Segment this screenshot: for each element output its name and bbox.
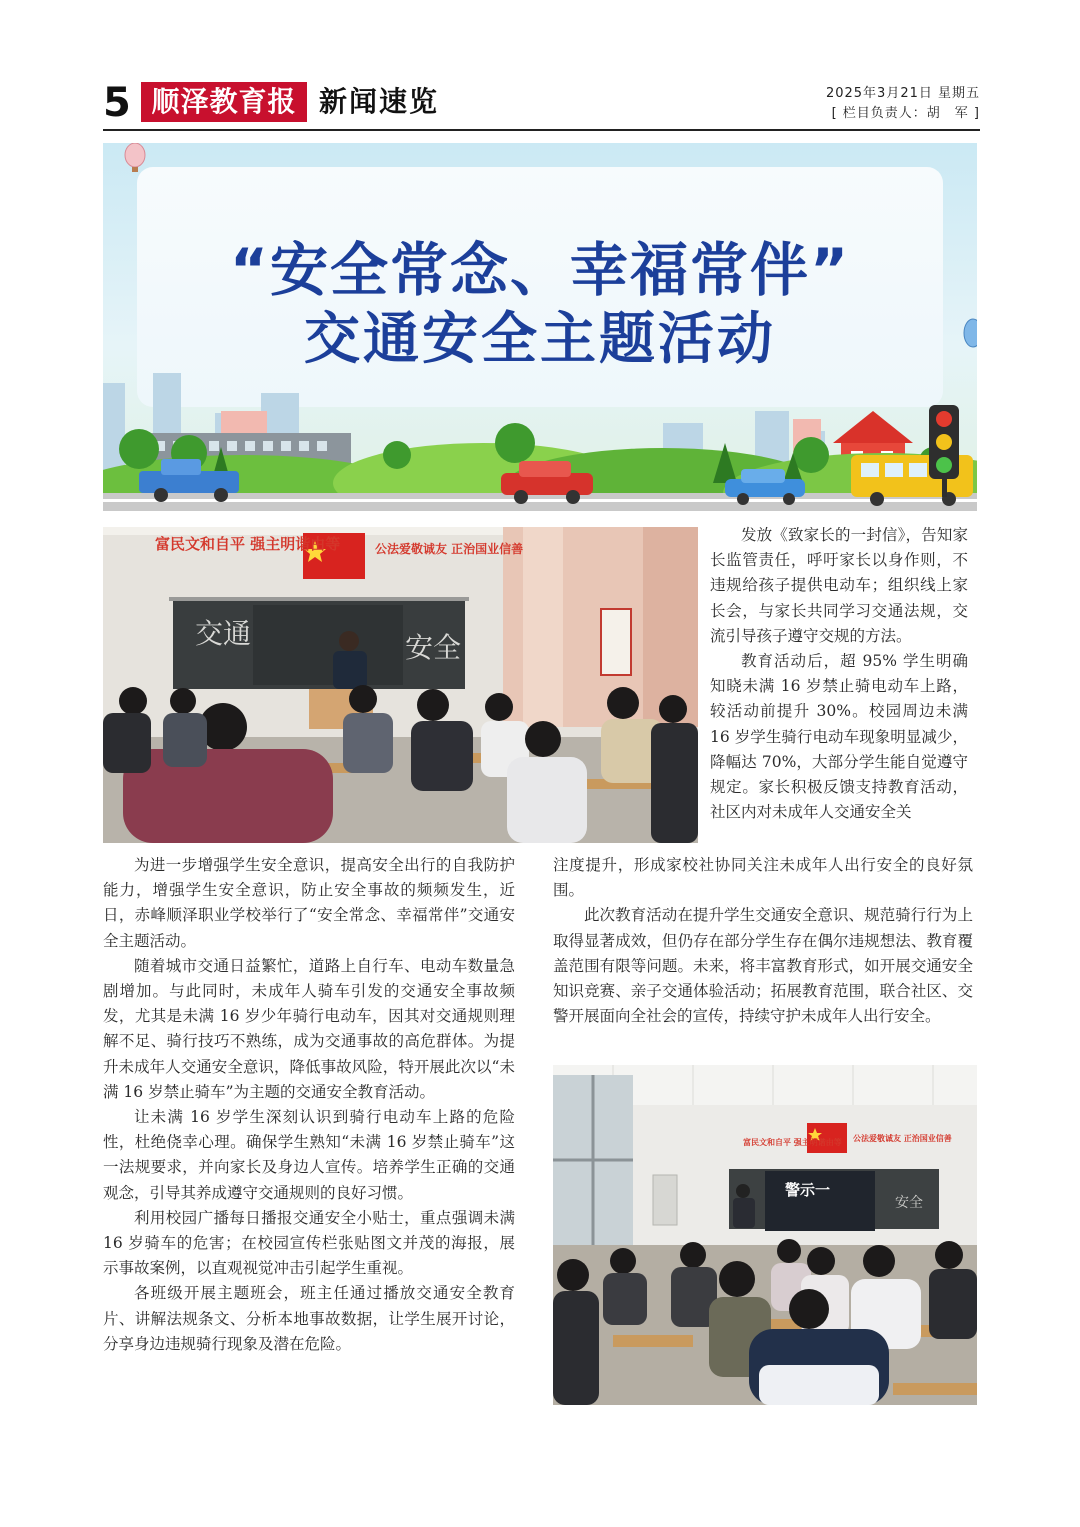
column-editor: [ 栏目负责人：胡 军 ] (831, 106, 980, 121)
banner-title-line-1: “安全常念、幸福常伴” (229, 236, 851, 304)
masthead-rule (103, 129, 980, 131)
article-left-column (103, 853, 515, 1357)
masthead (103, 80, 980, 130)
slogan-left-text (155, 535, 340, 553)
paper-name-logo: 顺泽教育报 (141, 82, 307, 122)
chalk-text-right-small: 安全 (895, 1195, 923, 1211)
article-paragraph: 利用校园广播每日播报交通安全小贴士，重点强调未满 16 岁骑车的危害；在校园宣传栏张贴图文并茂的海报，展示事故案例，以直观视觉冲击引起学生重视。 (103, 1208, 515, 1278)
screen-title: 警示一 (785, 1181, 831, 1199)
slogan-left-small: 富民文和自平 强主明谐由等 (743, 1138, 842, 1147)
slogan-left: 富民文和自平 强主明谐由等 (155, 535, 341, 553)
slogan-right: 公法爱敬诚友 正治国业信善 (375, 542, 524, 556)
banner (103, 143, 977, 511)
article-paragraph: 为进一步增强学生安全意识，提高安全出行的自我防护能力，增强学生安全意识，防止安全事故的频频发生，近日，赤峰顺泽职业学校举行了“安全常念、幸福常伴”交通安全主题活动。 (103, 856, 515, 950)
section-title: 新闻速览 (319, 85, 440, 118)
article-intro-column (710, 523, 968, 825)
issue-date: 2025年3月21日 星期五 (825, 86, 980, 101)
slogan-right-small: 公法爱敬诚友 正治国业信善 (853, 1134, 952, 1143)
classroom-lecture-image (103, 527, 698, 843)
article-paragraph: 随着城市交通日益繁忙，道路上自行车、电动车数量急剧增加。与此同时，未成年人骑车引发的交通安全事故频发，尤其是未满 16 岁少年骑行电动车，因其对交通规则理解不足、骑行技巧不熟练，成为交通事故的高危群体。为提升未成年人交通安全意识，降低事故风险，特开展此次以“未满 16 岁禁止骑车”为主题的交通安全教育活动。 (103, 956, 515, 1101)
page-number: 5 (103, 80, 131, 126)
article-paragraph: 教育活动后，超 95% 学生明确知晓未满 16 岁禁止骑电动车上路，较活动前提升 30%。校园周边未满 16 岁学生骑行电动车现象明显减少，降幅达 70%，大部分学生能自觉遵守规定。家长积极反馈支持教育活动，社区内对未成年人交通安全关 (710, 652, 968, 822)
projector-screen (765, 1171, 875, 1231)
chalk-text-left: 交通 (195, 617, 252, 650)
article-paragraph: 让未满 16 岁学生深刻认识到骑行电动车上路的危险性，杜绝侥幸心理。确保学生熟知“未满 16 岁禁止骑车”这一法规要求，并向家长及身边人宣传。培养学生正确的交通观念，引导其养成遵守交通规则的良好习惯。 (103, 1108, 515, 1202)
article-paragraph: 各班级开展主题班会，班主任通过播放交通安全教育片、讲解法规条文、分析本地事故数据，让学生展开讨论，分享身边违规骑行现象及潜在危险。 (103, 1284, 515, 1353)
chalk-text-right: 安全 (405, 631, 462, 664)
classroom-video-image (553, 1065, 977, 1405)
article-paragraph: 此次教育活动在提升学生交通安全意识、规范骑行行为上取得显著成效，但仍存在部分学生存在偶尔违规想法、教育覆盖范围有限等问题。未来，将丰富教育形式，如开展交通安全知识竞赛、亲子交通体验活动；拓展教育范围，联合社区、交警开展面向全社会的宣传，持续守护未成年人出行安全。 (553, 906, 973, 1026)
photo-warning-video-session (553, 1065, 977, 1405)
hot-air-balloon-icon (125, 143, 145, 172)
article-paragraph-continuation: 注度提升，形成家校社协同关注未成年人出行安全的良好氛围。 (553, 856, 973, 900)
article-paragraph: 发放《致家长的一封信》，告知家长监管责任，呼吁家长以身作则，不违规给孩子提供电动车；组织线上家长会，与家长共同学习交通法规，交流引导孩子遵守交规的方法。 (710, 526, 968, 645)
slogan-right-text (375, 541, 523, 556)
photo-classroom-lecture (103, 527, 698, 843)
article-right-column (553, 853, 973, 1029)
banner-title-line-2: 交通安全主题活动 (304, 307, 776, 372)
